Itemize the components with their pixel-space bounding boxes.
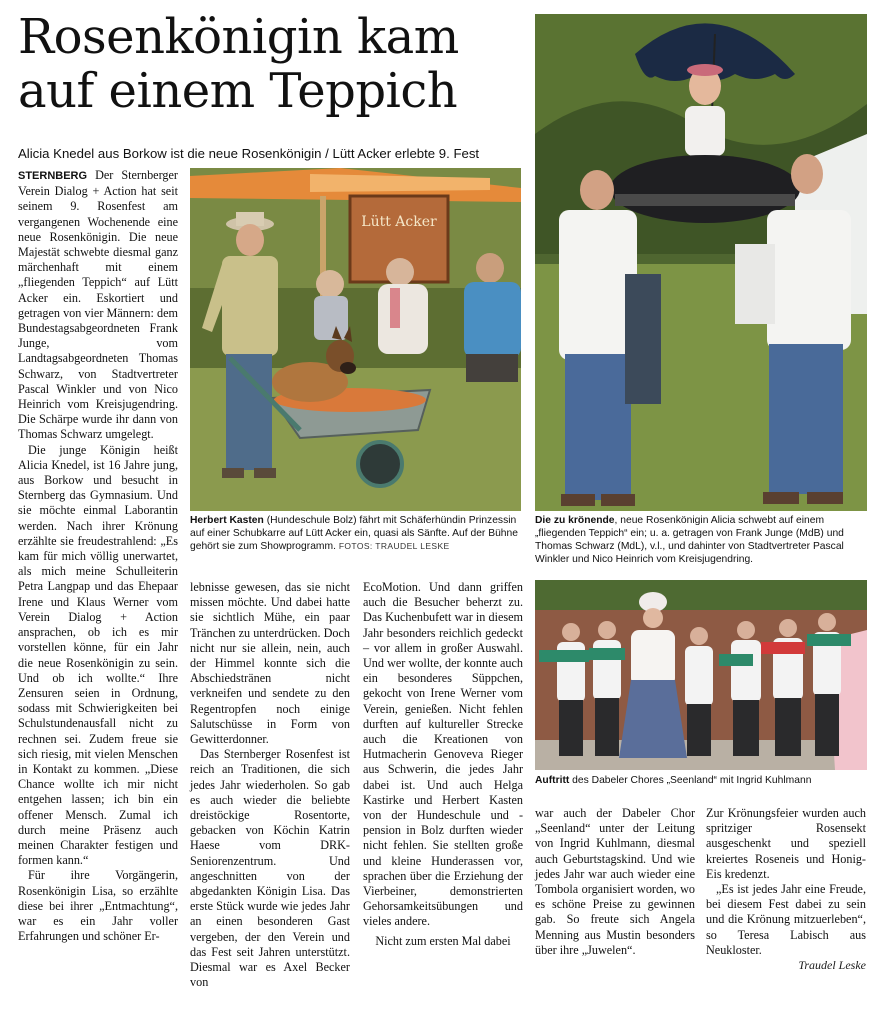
dateline: STERNBERG: [18, 170, 88, 182]
body-paragraph: Die junge Königin heißt Alicia Knedel, ist 16 Jahre jung, aus Borkow und besucht in Sternberg das Gymnasium. Und sie möchte einmal Laborantin werden. Nach ihrer Krönung erzählte sie freudestrahlend: „Es kam für mich völlig unerwartet, als mich meine Schulleiterin Petra Langpap und das Ehepaar Irene und Klaus Werner vom Verein Dialog + Action ansprachen, ob ich es mir vorstellen könne, für ein Jahr die neue Rosenkönigin zu sein. Und ob ich wollte.“ Ihre Zensuren seien in Ordnung, sodass mit Schwierigkeiten bei Schulstundenausfall nicht zu rechnen sei. Zudem freue sie sich riesig, mit vielen Menschen in Kontakt zu kommen. „Diese Chance wollte ich mir nicht entgehen lassen; ich bin ein offener Mensch. Zumal ich durch meine Präsenz auch meinen Charakter festigen und formen kann.“: [18, 442, 178, 868]
body-paragraph: Zur Krönungsfeier wurden auch spritziger Rosensekt ausgeschenkt und speziell kreiertes Roseneis und Honig-Eis kredenzt.: [706, 806, 866, 881]
article-column-2: [190, 580, 350, 990]
photo-dog-wheelbarrow: [190, 168, 521, 511]
photo-choir: [535, 580, 867, 770]
body-paragraph: EcoMotion. Und dann griffen auch die Besucher beherzt zu. Das Kuchenbufett war in diesem Jahr besonders reichlich gedeckt – vor allem in großer Auswahl. Und wer wollte, der konnte auch ein besonderes Süppchen, gekocht von Irene Werner vom Verein, genießen. Nicht fehlen durften auf kultureller Strecke auch die Kreationen von Hutmacherin Genoveva Rieger aus Schwerin, die jedes Jahr dabei ist. Und auch Helga Kastirke und Herbert Kasten von der Hundeschule und -pension in Bolz durften wieder nicht fehlen. Sie stellten große und kleine Hunderassen vor, sprachen über die Erziehung der Vierbeiner, demonstrierten Gehorsamkeitsübungen und vieles andere.: [363, 580, 523, 929]
caption-name: Die zu krönende: [535, 515, 615, 526]
photo-sign-text: Lütt Acker: [361, 214, 437, 230]
caption-text: des Dabeler Chores „Seenland“ mit Ingrid Kuhlmann: [569, 775, 812, 786]
lead-paragraph: Der Sternberger Verein Dialog + Action hat seit seinem 9. Rosenfest am vergangenen Wochenende eine neue Rosenkönigin. Die neue Majestät schwebte diesmal ganz märchenhaft mit einem „fliegenden Teppich“ auf Lütt Acker ein. Eskortiert und getragen von vier Männern: dem Bundestagsabgeordneten Frank Junge, vom Landtagsabgeordneten Thomas Schwarz, von Stadtvertreter Pascal Winkler und von Nico Heinrich vom Kreisjugendring. Die Schärpe wurde ihr dann von Thomas Schwarz umgelegt.: [18, 168, 178, 442]
caption-name: Auftritt: [535, 775, 570, 786]
author-byline: Traudel Leske: [798, 958, 866, 972]
subheading: Nicht zum ersten Mal dabei: [375, 933, 511, 948]
photo-caption-3: [535, 774, 867, 787]
photo-queen-carpet: [535, 14, 867, 511]
body-paragraph: war auch der Dabeler Chor „Seenland“ unter der Leitung von Ingrid Kuhlmann, diesmal auch Geburtstagskind. Und wie jedes Jahr war auch wieder eine Tombola organisiert worden, wo es schöne Preise zu gewinnen gab. So freute sich Angela Menning aus Mustin besonders über ihre „Juwelen“.: [535, 806, 695, 957]
caption-name: Herbert Kasten: [190, 515, 264, 526]
photo-caption-2: [535, 514, 867, 566]
photo-caption-1: [190, 514, 521, 553]
caption-text: , neue Rosenkönigin Alicia schwebt auf einem „fliegenden Teppich“ ein; u. a. getragen von Frank Junge (MdB) und Thomas Schwarz (MdL), v.l., und dahinter von Stadtvertreter Pascal Winkler und Nico Heinrich vom Kreisjugendring.: [535, 515, 844, 565]
body-paragraph: Für ihre Vorgängerin, Rosenkönigin Lisa, so erzählte diese bei ihrer „Entmachtung“, war es ein Jahr voller Erfahrungen und schöner Er-: [18, 868, 178, 944]
article-column-5: [706, 806, 866, 956]
article-column-1: [18, 168, 178, 980]
article-column-3: [363, 580, 523, 980]
article-column-4: [535, 806, 695, 976]
body-paragraph: lebnisse gewesen, das sie nicht missen möchte. Und dabei hatte sie sichtlich Mühe, ein paar Tränchen zu unterdrücken. Doch nicht nur sie allein, nein, auch der Himmel konnte sich die Abschiedstränen nicht verkneifen und sendete zu den Regentropfen noch einige Salutschüsse in Form von Gewitterdonner.: [190, 580, 350, 747]
caption-text: (Hundeschule Bolz) fährt mit Schäferhündin Prinzessin auf einer Schubkarre auf Lütt Acker ein, quasi als Sänfte. Auf der Bühne gehört sie zum Showprogramm.: [190, 515, 518, 552]
body-paragraph: „Es ist jedes Jahr eine Freude, bei diesem Fest dabei zu sein und die Krönung mitzuerleben“, so Teresa Labisch aus Neukloster.: [706, 882, 866, 957]
body-paragraph: Das Sternberger Rosenfest ist reich an Traditionen, die sich jedes Jahr wiederholen. So gab es auch wieder die beliebte dreistöckige Rosentorte, gebacken von Köchin Katrin Haese vom DRK-Seniorenzentrum. Und angeschnitten von der abgedankten Königin Lisa. Das erste Stück wurde wie jedes Jahr an einen besonderen Gast vergeben, der den Verein und das Fest seit Jahren unterstützt. Diesmal war es Axel Becker von: [190, 747, 350, 990]
headline: Rosenkönigin kam auf einem Teppich: [18, 9, 459, 119]
photo-credit: FOTOS: TRAUDEL LESKE: [338, 541, 450, 551]
subheadline: Alicia Knedel aus Borkow ist die neue Rosenkönigin / Lütt Acker erlebte 9. Fest: [18, 146, 480, 161]
